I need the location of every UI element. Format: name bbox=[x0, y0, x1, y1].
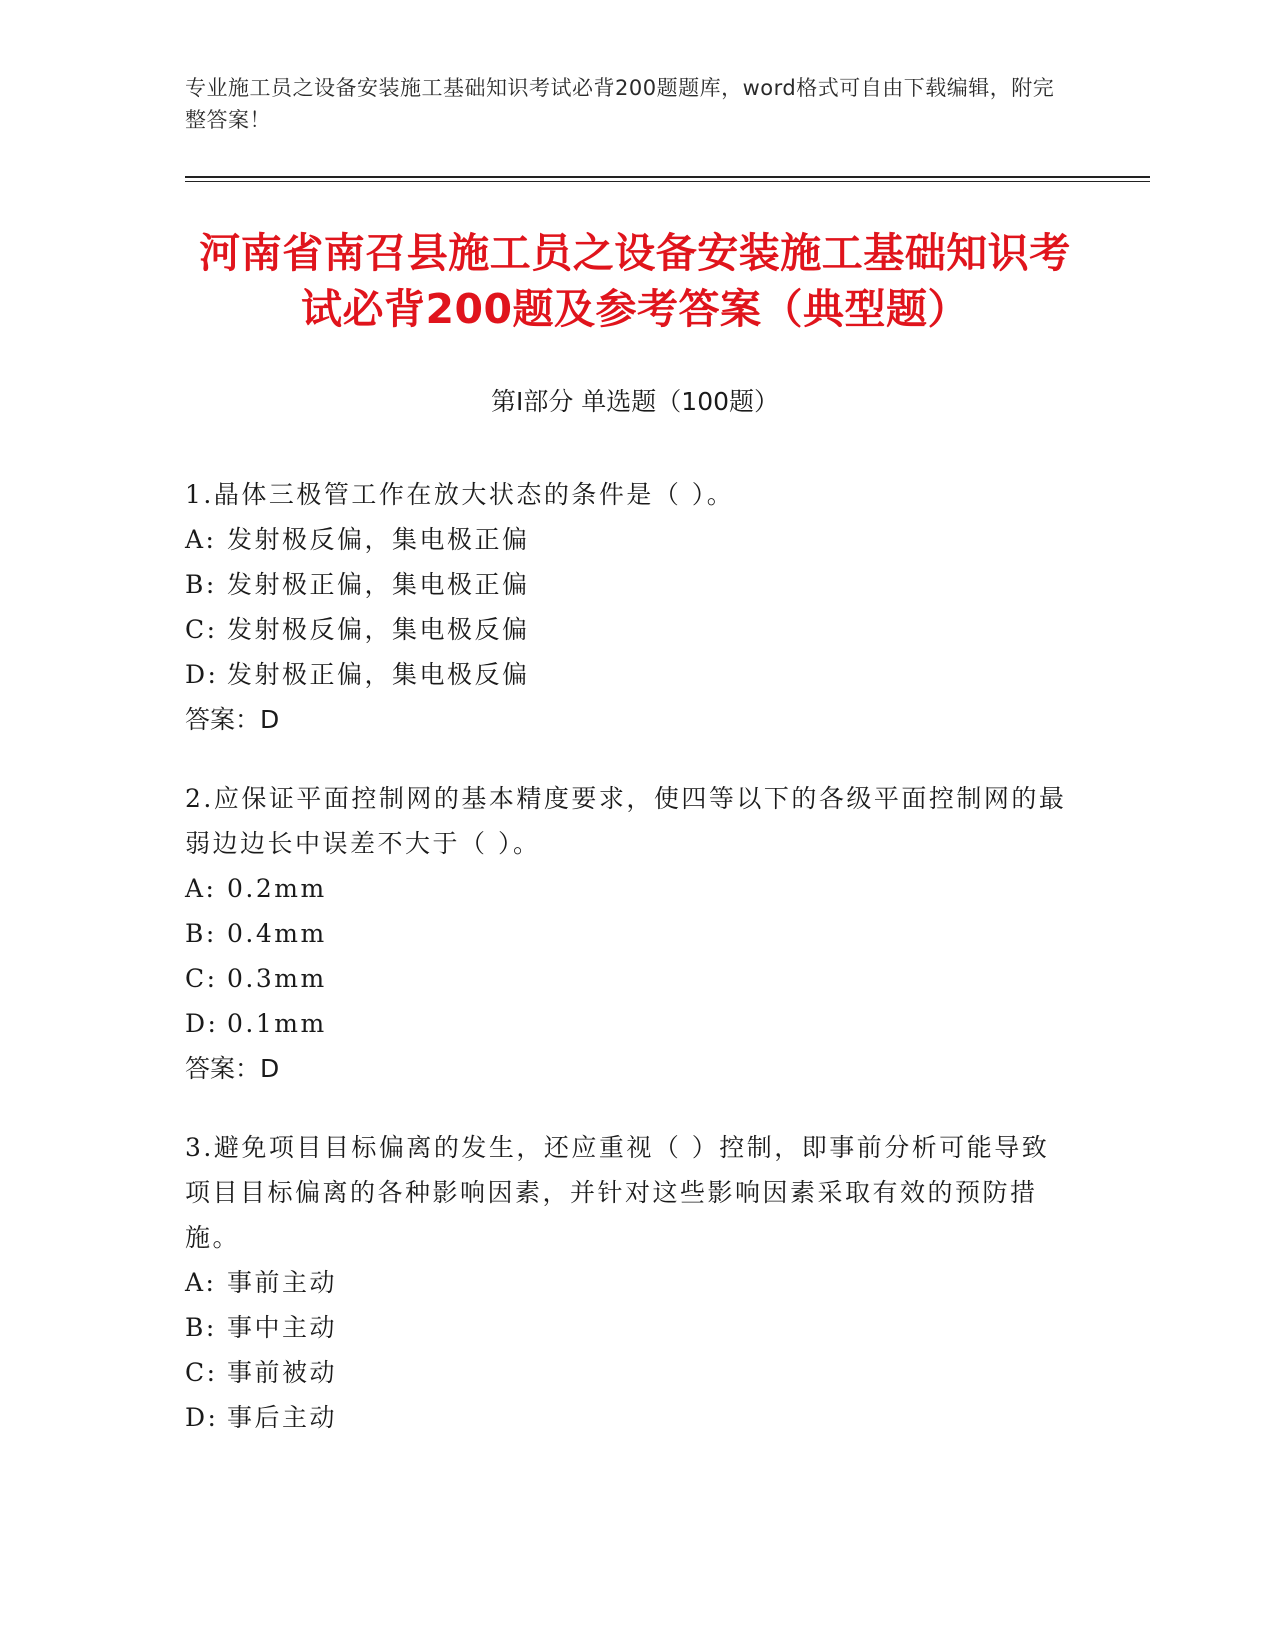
option-text: 发射极正偏，集电极反偏 bbox=[227, 660, 530, 689]
option-letter: A: bbox=[185, 1268, 217, 1297]
option-letter: C: bbox=[185, 615, 218, 644]
option-a bbox=[185, 517, 1075, 562]
option-text: 0.2mm bbox=[227, 874, 327, 903]
question-2 bbox=[185, 776, 1075, 1091]
option-letter: B: bbox=[185, 919, 217, 948]
option-letter: B: bbox=[185, 1313, 217, 1342]
option-letter: C: bbox=[185, 1358, 218, 1387]
question-1 bbox=[185, 472, 1075, 742]
option-text: 发射极正偏，集电极正偏 bbox=[227, 570, 530, 599]
option-letter: B: bbox=[185, 570, 217, 599]
option-text: 发射极反偏，集电极正偏 bbox=[227, 525, 530, 554]
option-letter: A: bbox=[185, 874, 217, 903]
option-text: 0.1mm bbox=[227, 1009, 327, 1038]
header-rule-thin bbox=[185, 181, 1150, 182]
question-stem: 2.应保证平面控制网的基本精度要求，使四等以下的各级平面控制网的最弱边边长中误差不大于（ ）。 bbox=[185, 784, 1067, 858]
answer-line: 答案：D bbox=[185, 705, 280, 734]
option-text: 事前主动 bbox=[227, 1268, 338, 1297]
option-text: 0.3mm bbox=[227, 964, 327, 993]
question-3 bbox=[185, 1125, 1075, 1440]
option-text: 事后主动 bbox=[227, 1403, 338, 1432]
header-rule-thick bbox=[185, 176, 1150, 178]
option-d bbox=[185, 1001, 1075, 1046]
answer-line: 答案：D bbox=[185, 1054, 280, 1083]
option-b bbox=[185, 562, 1075, 607]
option-b bbox=[185, 911, 1075, 956]
option-letter: C: bbox=[185, 964, 218, 993]
option-letter: D: bbox=[185, 660, 219, 689]
option-d bbox=[185, 652, 1075, 697]
option-c bbox=[185, 607, 1075, 652]
option-text: 0.4mm bbox=[227, 919, 327, 948]
option-text: 事中主动 bbox=[227, 1313, 338, 1342]
option-letter: A: bbox=[185, 525, 217, 554]
question-list bbox=[185, 472, 1075, 1474]
option-text: 发射极反偏，集电极反偏 bbox=[227, 615, 530, 644]
option-a bbox=[185, 1260, 1075, 1305]
option-letter: D: bbox=[185, 1009, 219, 1038]
option-letter: D: bbox=[185, 1403, 219, 1432]
section-heading: 第Ⅰ部分 单选题（100题） bbox=[490, 387, 780, 416]
header-note: 专业施工员之设备安装施工基础知识考试必背200题题库，word格式可自由下载编辑，附完整答案！ bbox=[185, 76, 1055, 132]
option-c bbox=[185, 1350, 1075, 1395]
option-a bbox=[185, 866, 1075, 911]
question-stem: 3.避免项目目标偏离的发生，还应重视（ ）控制，即事前分析可能导致项目目标偏离的各种影响因素，并针对这些影响因素采取有效的预防措施。 bbox=[185, 1133, 1050, 1252]
option-c bbox=[185, 956, 1075, 1001]
option-text: 事前被动 bbox=[227, 1358, 338, 1387]
question-stem: 1.晶体三极管工作在放大状态的条件是（ ）。 bbox=[185, 480, 735, 509]
option-b bbox=[185, 1305, 1075, 1350]
option-d bbox=[185, 1395, 1075, 1440]
document-title: 河南省南召县施工员之设备安装施工基础知识考试必背200题及参考答案（典型题） bbox=[199, 229, 1071, 333]
